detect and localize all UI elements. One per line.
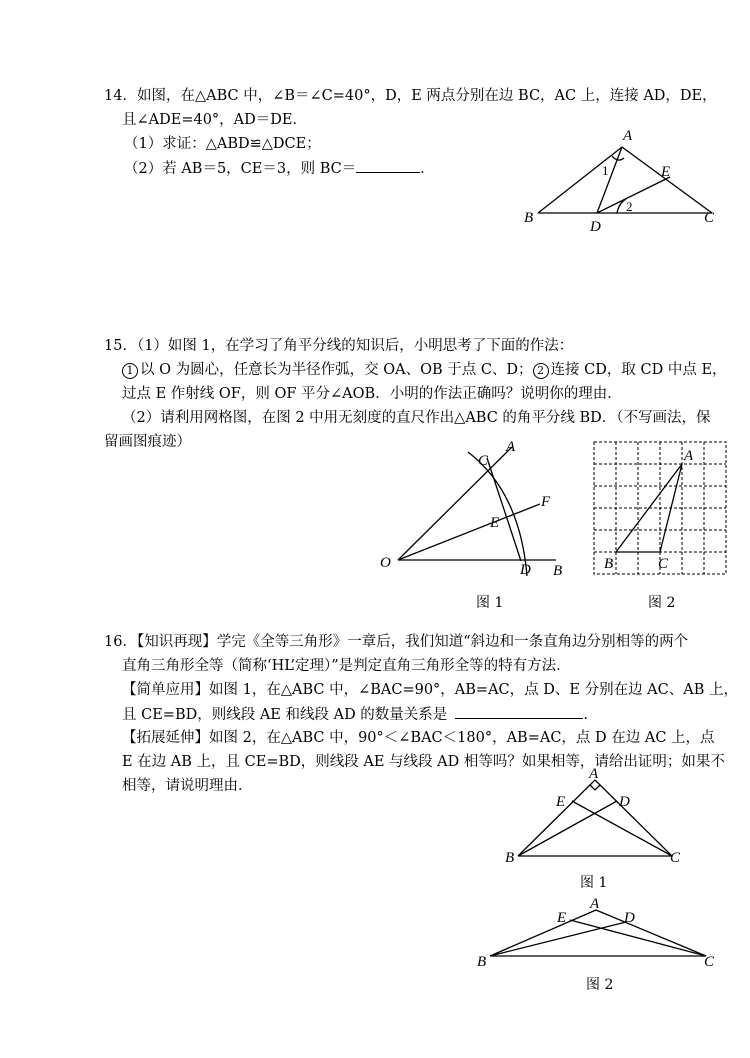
q14-part2-text: （2）若 AB＝5，CE＝3，则 BC＝ — [124, 161, 357, 177]
q16-f1-label-E: E — [556, 794, 566, 810]
q16-line4-end: ． — [583, 707, 598, 723]
q16-f1-label-A: A — [589, 766, 599, 782]
q15-f1-label-A: A — [506, 439, 516, 455]
q15-circle-1: 1 — [122, 363, 138, 379]
q15-f2-label-B: B — [604, 556, 614, 572]
q16-line4-text: 且 CE=BD，则线段 AE 和线段 AD 的数量关系是 — [122, 707, 448, 723]
q15-f1-label-C: C — [478, 453, 489, 469]
q15-fig1-caption: 图 1 — [476, 595, 504, 611]
q16-line6: E 在边 AB 上，且 CE=BD，则线段 AE 与线段 AD 相等吗？如果相等，请给出证明；如果不 — [122, 754, 725, 770]
q15-fig2-caption: 图 2 — [648, 595, 676, 611]
q16-line7: 相等，请说明理由． — [122, 778, 253, 794]
q15-line2a: 以 O 为圆心，任意长为半径作弧，交 OA、OB 于点 C、D； — [140, 362, 533, 378]
q15-f1-label-O: O — [380, 555, 391, 571]
q16-f2-label-A: A — [590, 896, 600, 912]
q15-line4: （2）请利用网格图，在图 2 中用无刻度的直尺作出△ABC 的角平分线 BD．（不写画法，保 — [122, 410, 711, 426]
q14-line1: 14．如图，在△ABC 中，∠B＝∠C=40°，D，E 两点分别在边 BC，AC 上，连接 AD，DE， — [104, 88, 717, 104]
q14-angle-1: 1 — [602, 163, 609, 178]
q15-f1-label-F: F — [541, 494, 551, 510]
q14-angle-2: 2 — [626, 199, 633, 214]
q16-line2: 直角三角形全等（简称‘HL’定理）”是判定直角三角形全等的特有方法． — [122, 658, 571, 674]
q14-part1: （1）求证：△ABD≌△DCE； — [124, 136, 321, 152]
q15-f1-label-B: B — [553, 563, 563, 579]
q16-f2-label-E: E — [557, 910, 567, 926]
q16-f1-label-D: D — [619, 794, 630, 810]
q15-f1-label-D: D — [520, 562, 531, 578]
q14-label-C: C — [704, 210, 715, 226]
q16-f2-label-C: C — [704, 954, 715, 970]
q16-fig1-caption: 图 1 — [580, 875, 608, 891]
q14-label-A: A — [623, 128, 633, 144]
q16-line1: 16．【知识再现】学完《全等三角形》一章后，我们知道“斜边和一条直角边分别相等的两个 — [104, 634, 689, 650]
q14-label-E: E — [661, 164, 671, 180]
q16-f2-label-D: D — [624, 910, 635, 926]
q16-fig2-caption: 图 2 — [586, 977, 614, 993]
q15-line1: 15．（1）如图 1，在学习了角平分线的知识后，小明思考了下面的作法： — [104, 338, 574, 354]
q15-line5: 留画图痕迹） — [104, 434, 191, 450]
q16-line3: 【简单应用】如图 1，在△ABC 中，∠BAC=90°，AB=AC，点 D、E 分别在边 AC、AB 上， — [122, 682, 738, 698]
q15-line3: 过点 E 作射线 OF，则 OF 平分∠AOB．小明的作法正确吗？说明你的理由． — [122, 386, 622, 402]
q14-label-D: D — [590, 219, 601, 235]
q16-f1-label-B: B — [505, 850, 515, 866]
q15-f2-label-C: C — [658, 556, 669, 572]
q14-part2-end: ． — [420, 161, 435, 177]
q16-line5: 【拓展延伸】如图 2，在△ABC 中，90°＜∠BAC＜180°，AB=AC，点 D 在边 AC 上，点 — [122, 730, 715, 746]
q14-line2: 且∠ADE=40°，AD＝DE． — [122, 112, 307, 128]
q14-label-B: B — [524, 210, 534, 226]
q15-f1-label-E: E — [490, 515, 500, 531]
q15-line2b: 连接 CD，取 CD 中点 E， — [550, 362, 727, 378]
q15-circle-2: 2 — [533, 363, 549, 379]
q15-f2-label-A: A — [684, 448, 694, 464]
q16-f2-label-B: B — [477, 954, 487, 970]
q16-f1-label-C: C — [670, 850, 681, 866]
